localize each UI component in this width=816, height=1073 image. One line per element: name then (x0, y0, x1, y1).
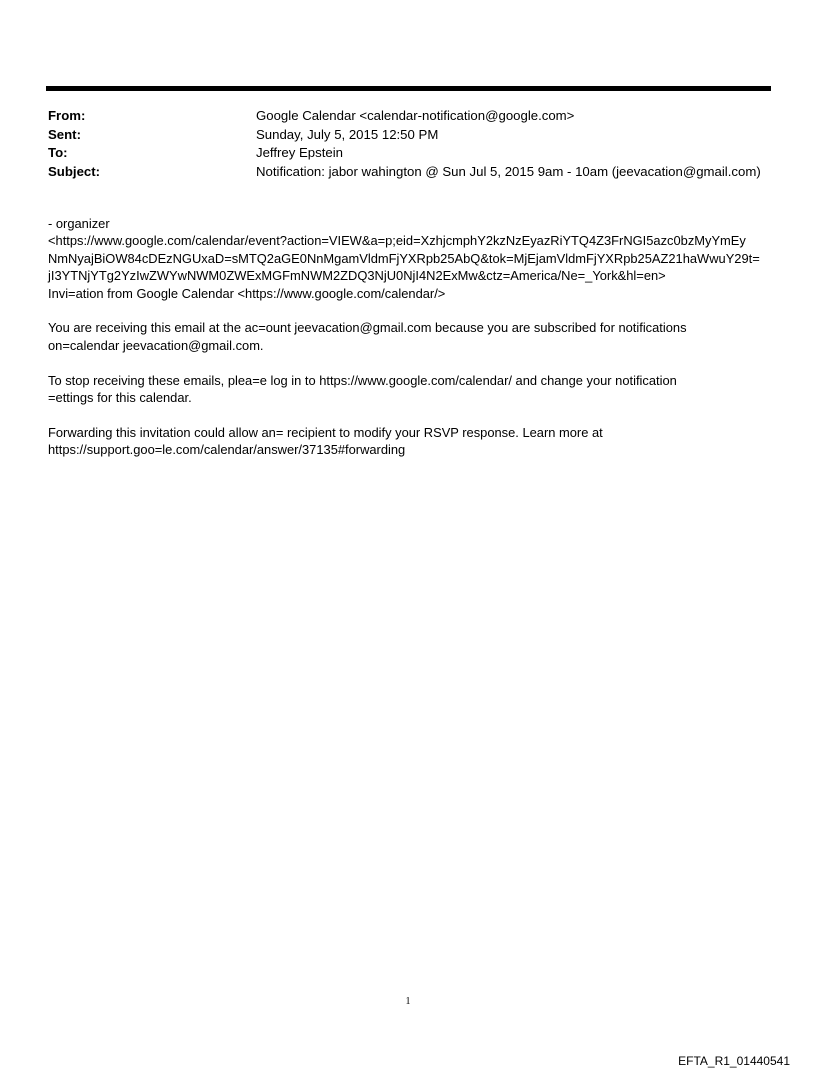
organizer-paragraph (48, 215, 778, 302)
subject-label: Subject: (48, 163, 101, 179)
email-header (48, 107, 778, 181)
page-number: 1 (405, 996, 411, 1007)
receiving-paragraph (48, 319, 778, 354)
body-line: =ettings for this calendar. (48, 390, 192, 406)
subject-row (48, 163, 778, 182)
body-line: NmNyajBiOW84cDEzNGUxaD=sMTQ2aGE0NnMgamVldmFjYXRpb25AbQ&tok=MjEjamVldmFjYXRpb25AZ21haWwuY29t= (48, 250, 760, 266)
body-line: To stop receiving these emails, plea=e log in to https://www.google.com/calendar/ and change your notification (48, 372, 677, 388)
sent-label: Sent: (48, 126, 81, 142)
body-line: jI3YTNjYTg2YzIwZWYwNWM0ZWExMGFmNWM2ZDQ3NjU0NjI4N2ExMw&ctz=America/Ne=_York&hl=en> (48, 268, 666, 284)
body-line: on=calendar jeevacation@gmail.com. (48, 337, 264, 353)
to-row (48, 144, 778, 163)
forwarding-paragraph (48, 424, 778, 459)
body-line: You are receiving this email at the ac=ount jeevacation@gmail.com because you are subscribed for notifications (48, 320, 687, 336)
body-line: https://support.goo=le.com/calendar/answer/37135#forwarding (48, 442, 406, 458)
body-line: Forwarding this invitation could allow an= recipient to modify your RSVP response. Learn more at (48, 424, 603, 440)
body-line: <https://www.google.com/calendar/event?action=VIEW&a=p;eid=XzhjcmphY2kzNzEyazRiYTQ4Z3FrNGI5azc0bzMyYmEy (48, 233, 746, 249)
to-value: Jeffrey Epstein (256, 145, 343, 160)
to-label: To: (48, 145, 68, 160)
sent-value: Sunday, July 5, 2015 12:50 PM (256, 126, 439, 142)
body-line: - organizer (48, 216, 110, 231)
body-line: Invi=ation from Google Calendar <https://www.google.com/calendar/> (48, 285, 446, 301)
from-value: Google Calendar <calendar-notification@google.com> (256, 108, 575, 123)
subject-value: Notification: jabor wahington @ Sun Jul 5, 2015 9am - 10am (jeevacation@gmail.com) (256, 163, 761, 179)
document-id: EFTA_R1_01440541 (678, 1054, 790, 1068)
from-label: From: (48, 108, 86, 123)
unsubscribe-paragraph (48, 372, 778, 407)
from-row (48, 107, 778, 126)
email-body (48, 215, 778, 476)
header-rule (46, 86, 771, 91)
sent-row (48, 126, 778, 145)
